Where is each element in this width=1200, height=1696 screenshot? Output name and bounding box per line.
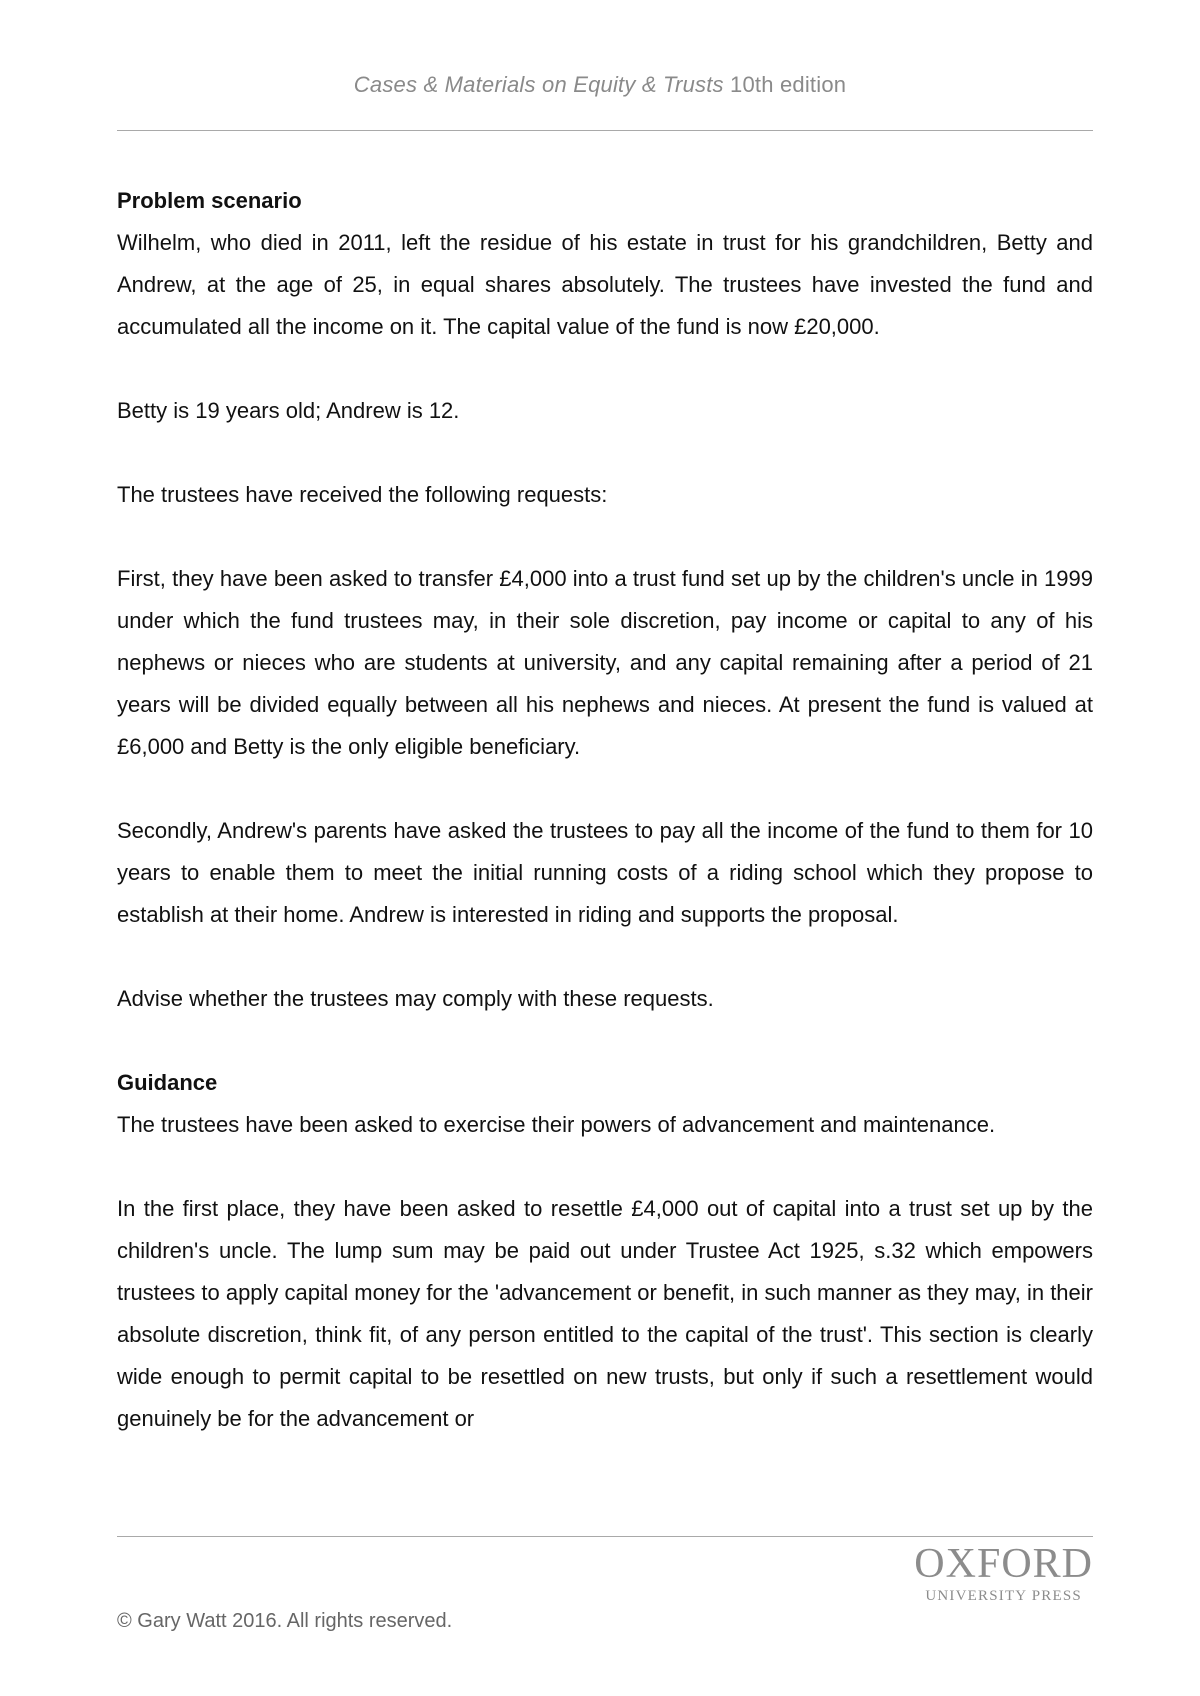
oxford-university-press-logo [914, 1541, 1093, 1605]
running-header [0, 72, 1200, 98]
footer-divider [117, 1536, 1093, 1537]
problem-paragraph: Secondly, Andrew's parents have asked the trustees to pay all the income of the fund to them for 10 years to enable them to meet the initial running costs of a riding school which they propose to establish at their home. Andrew is interested in riding and supports the proposal. [117, 818, 1093, 927]
problem-paragraph: Betty is 19 years old; Andrew is 12. [117, 398, 460, 423]
guidance-heading: Guidance [117, 1070, 218, 1095]
header-divider [117, 130, 1093, 131]
problem-scenario-heading: Problem scenario [117, 188, 302, 213]
logo-wordmark: OXFORD [914, 1541, 1093, 1587]
problem-paragraph: First, they have been asked to transfer £4,000 into a trust fund set up by the children's uncle in 1999 under which the fund trustees may, in their sole discretion, pay income or capital to any of his nephews or nieces who are students at university, and any capital remaining after a period of 21 years will be divided equally between all his nephews and nieces. At present the fund is valued at £6,000 and Betty is the only eligible beneficiary. [117, 566, 1093, 759]
document-body [117, 180, 1093, 1482]
logo-press-text: UNIVERSITY PRESS [925, 1588, 1082, 1604]
book-title: Cases & Materials on Equity & Trusts [353, 72, 724, 97]
guidance-paragraph: The trustees have been asked to exercise their powers of advancement and maintenance. [117, 1112, 996, 1137]
problem-paragraph: Advise whether the trustees may comply with these requests. [117, 986, 714, 1011]
edition-label: 10th edition [723, 72, 847, 97]
copyright-notice: © Gary Watt 2016. All rights reserved. [117, 1610, 453, 1632]
guidance-paragraph: In the first place, they have been asked to resettle £4,000 out of capital into a trust set up by the children's uncle. The lump sum may be paid out under Trustee Act 1925, s.32 which empowers trustees to apply capital money for the 'advancement or benefit, in such manner as they may, in their absolute discretion, think fit, of any person entitled to the capital of the trust'. This section is clearly wide enough to permit capital to be resettled on new trusts, but only if such a resettlement would genuinely be for the advancement or [117, 1196, 1093, 1431]
problem-paragraph: The trustees have received the following requests: [117, 482, 608, 507]
problem-paragraph: Wilhelm, who died in 2011, left the residue of his estate in trust for his grandchildren, Betty and Andrew, at the age of 25, in equal shares absolutely. The trustees have invested the fund and accumulated all the income on it. The capital value of the fund is now £20,000. [117, 230, 1093, 339]
